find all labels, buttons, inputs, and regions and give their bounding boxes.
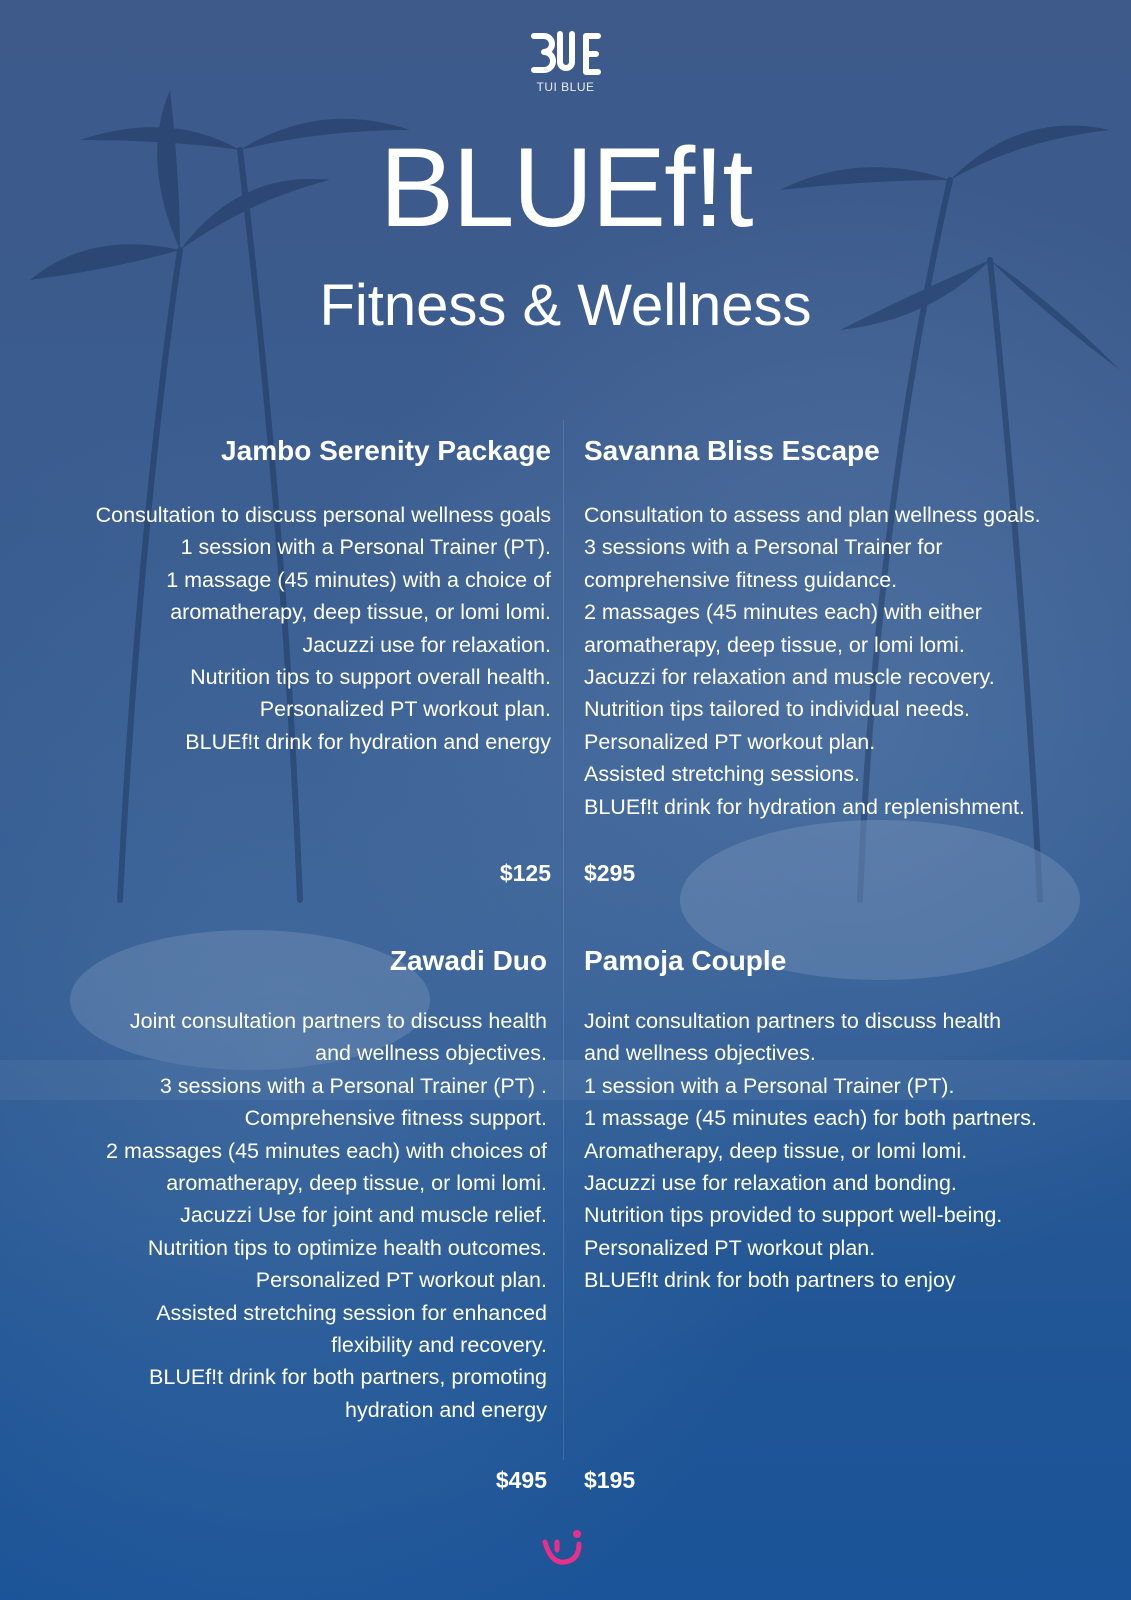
page-subtitle: Fitness & Wellness: [319, 273, 812, 338]
list-item: BLUEf!t drink for both partners, promoting: [149, 1365, 547, 1390]
list-item: 3 sessions with a Personal Trainer (PT) .: [159, 1073, 547, 1098]
list-item: Nutrition tips to support overall health.: [190, 665, 551, 690]
package-price: $195: [584, 1467, 636, 1493]
list-item: BLUEf!t drink for both partners to enjoy: [584, 1268, 956, 1293]
list-item: Personalized PT workout plan.: [584, 1235, 876, 1260]
list-item: Personalized PT workout plan.: [259, 697, 551, 722]
list-item: 1 session with a Personal Trainer (PT).: [584, 1073, 955, 1098]
package-zawadi-duo: [2, 941, 547, 1426]
list-item: 1 massage (45 minutes) with a choice of: [166, 567, 551, 592]
list-item: Comprehensive fitness support.: [244, 1106, 547, 1131]
list-item: Nutrition tips tailored to individual needs.: [584, 697, 971, 722]
list-item: and wellness objectives.: [315, 1041, 547, 1066]
list-item: flexibility and recovery.: [331, 1333, 547, 1358]
package-items: [584, 1005, 1129, 1297]
package-items: [584, 499, 1129, 823]
package-items: [6, 499, 551, 758]
blue-wordmark-icon: [526, 28, 606, 84]
package-price: $495: [495, 1467, 547, 1493]
list-item: Joint consultation partners to discuss health: [584, 1009, 1002, 1033]
list-item: 2 massages (45 minutes each) with choices of: [106, 1138, 547, 1163]
package-name: Zawadi Duo: [389, 945, 547, 976]
list-item: 3 sessions with a Personal Trainer for: [584, 535, 943, 560]
tui-blue-logo: [0, 28, 1131, 94]
list-item: Personalized PT workout plan.: [584, 729, 876, 754]
list-item: aromatherapy, deep tissue, or lomi lomi.: [166, 1171, 547, 1196]
package-price: $295: [584, 860, 636, 886]
list-item: Consultation to discuss personal wellness goals: [95, 503, 551, 527]
list-item: comprehensive fitness guidance.: [584, 567, 898, 592]
list-item: Assisted stretching sessions.: [584, 762, 861, 787]
list-item: BLUEf!t drink for hydration and energy: [185, 729, 551, 754]
package-name: Jambo Serenity Package: [221, 435, 551, 466]
page-title: BLUEf!t: [379, 125, 752, 250]
list-item: Consultation to assess and plan wellness goals.: [584, 503, 1041, 527]
list-item: Joint consultation partners to discuss health: [129, 1009, 547, 1033]
list-item: 1 massage (45 minutes each) for both partners.: [584, 1106, 1037, 1131]
list-item: 1 session with a Personal Trainer (PT).: [180, 535, 551, 560]
list-item: Jacuzzi for relaxation and muscle recovery.: [584, 665, 995, 690]
tui-smile-icon: [541, 1528, 587, 1568]
list-item: aromatherapy, deep tissue, or lomi lomi.: [170, 600, 551, 625]
column-divider: [563, 420, 564, 1460]
list-item: Nutrition tips to optimize health outcomes.: [147, 1235, 547, 1260]
package-savanna-bliss: [584, 431, 1129, 823]
list-item: Personalized PT workout plan.: [255, 1268, 547, 1293]
list-item: hydration and energy: [344, 1397, 547, 1422]
list-item: Jacuzzi use for relaxation and bonding.: [584, 1171, 957, 1196]
list-item: aromatherapy, deep tissue, or lomi lomi.: [584, 632, 965, 657]
package-pamoja-couple: [584, 941, 1129, 1297]
package-price: $125: [499, 860, 551, 886]
list-item: Jacuzzi use for relaxation.: [302, 632, 551, 657]
list-item: Nutrition tips provided to support well-being.: [584, 1203, 1003, 1228]
logo-caption: TUI BLUE: [536, 80, 595, 94]
list-item: Jacuzzi Use for joint and muscle relief.: [180, 1203, 547, 1228]
package-items: [2, 1005, 547, 1426]
list-item: 2 massages (45 minutes each) with either: [584, 600, 982, 625]
package-name: Pamoja Couple: [584, 945, 787, 976]
list-item: and wellness objectives.: [584, 1041, 816, 1066]
package-name: Savanna Bliss Escape: [584, 435, 880, 466]
list-item: Assisted stretching session for enhanced: [156, 1300, 547, 1325]
package-jambo-serenity: [6, 431, 551, 758]
list-item: Aromatherapy, deep tissue, or lomi lomi.: [584, 1138, 968, 1163]
list-item: BLUEf!t drink for hydration and replenishment.: [584, 794, 1025, 819]
